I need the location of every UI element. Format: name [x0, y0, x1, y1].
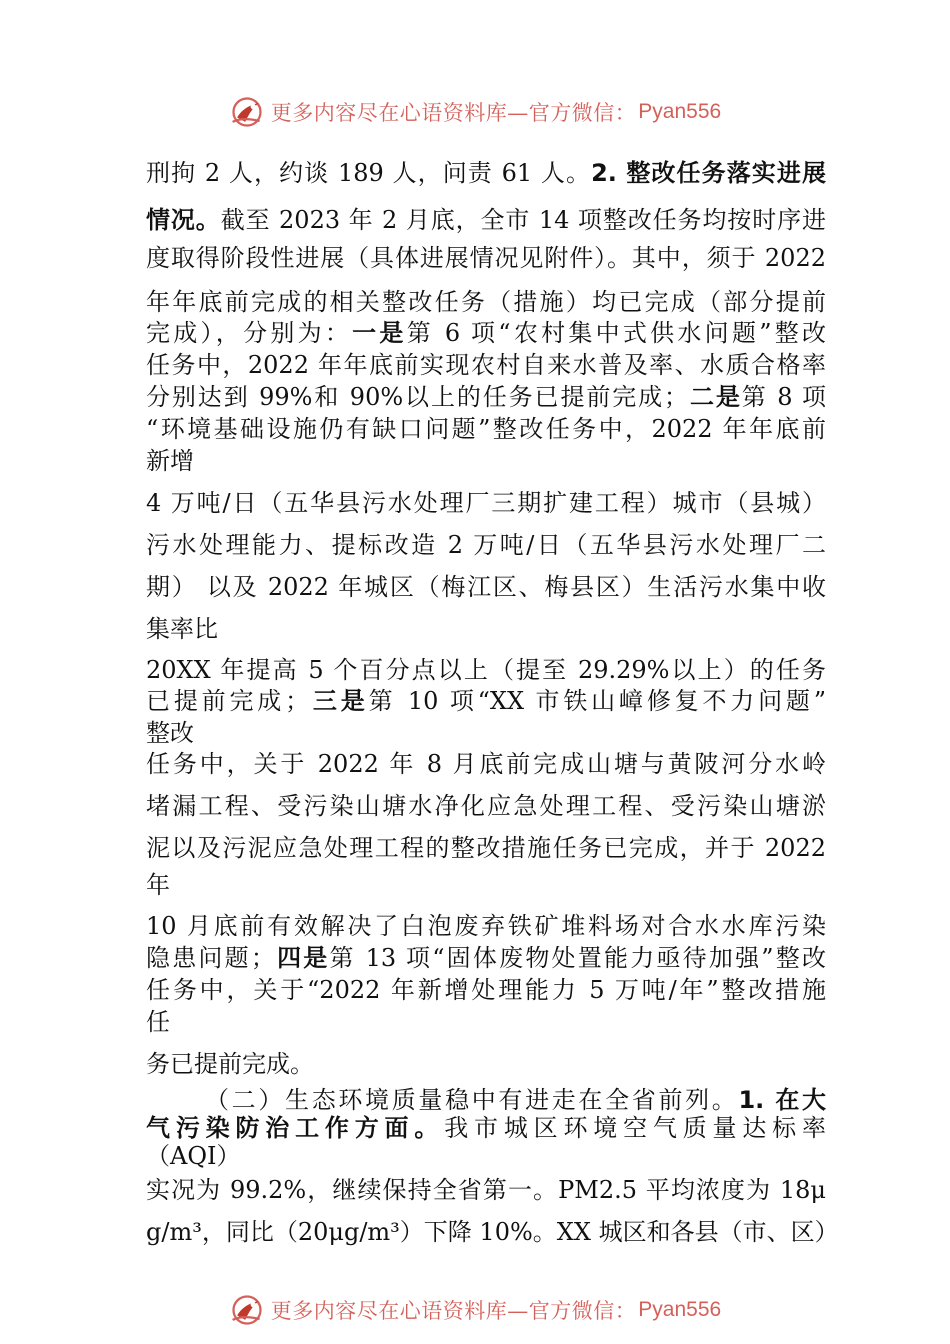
text-segment: 任务中，关于 2022 年 8 月底前完成山塘与黄陂河分水岭	[146, 750, 826, 778]
text-segment: 任务中，关于“2022 年新增处理能力 5 万吨/年”整改措施	[146, 976, 826, 1004]
text-line	[146, 749, 826, 779]
text-line	[146, 1049, 826, 1079]
text-line	[146, 350, 826, 380]
text-line	[146, 382, 826, 412]
text-segment: 污水处理能力、提标改造 2 万吨/日（五华县污水处理厂二	[146, 531, 826, 559]
text-segment: 集率比	[146, 615, 218, 643]
text-line	[146, 1007, 826, 1037]
bold-text-segment: 2. 整改任务落实进展	[591, 159, 826, 187]
text-segment: 期） 以及 2022 年城区（梅江区、梅县区）生活污水集中收	[146, 573, 826, 601]
text-segment: 已提前完成；	[146, 687, 310, 715]
text-line	[146, 833, 826, 863]
text-line	[146, 975, 826, 1005]
text-segment: 20XX 年提高 5 个百分点以上（提至 29.29%以上）的任务	[146, 656, 826, 684]
bold-text-segment: 情况。	[146, 206, 221, 234]
bold-text-segment: 1. 在大	[738, 1086, 827, 1114]
text-segment: 务已提前完成。	[146, 1050, 314, 1078]
text-line	[146, 205, 826, 235]
text-line	[146, 414, 826, 444]
text-line	[146, 1175, 826, 1205]
watermark-text: 更多内容尽在心语资料库—官方微信：	[270, 101, 637, 125]
watermark-header	[0, 92, 950, 132]
bold-text-segment: 四是	[274, 944, 330, 972]
text-line	[146, 158, 826, 188]
text-line	[146, 943, 826, 973]
text-segment: 实况为 99.2%，继续保持全省第一。PM2.5 平均浓度为 18μ	[146, 1176, 826, 1204]
text-segment: 10 月底前有效解决了白泡废弃铁矿堆料场对合水水库污染	[146, 912, 826, 940]
text-line	[146, 1141, 826, 1171]
text-segment: 我市城区环境空气质量达标率	[444, 1114, 827, 1142]
text-line	[146, 1217, 839, 1247]
text-segment: 隐患问题；	[146, 944, 275, 972]
text-segment: 分别达到 99%和 90%以上的任务已提前完成；	[146, 383, 689, 411]
text-segment: （AQI）	[146, 1142, 241, 1170]
text-line	[146, 488, 826, 518]
text-line	[146, 911, 826, 941]
text-segment: 泥以及污泥应急处理工程的整改措施任务已完成，并于 2022	[146, 834, 826, 862]
text-line	[146, 791, 826, 821]
text-line	[146, 446, 826, 476]
text-segment: 年	[146, 871, 170, 899]
text-segment: g/m³，同比（20μg/m³）下降 10%。XX 城区和各县（市、区）	[146, 1218, 839, 1246]
text-segment: 年年底前完成的相关整改任务（措施）均已完成（部分提前	[146, 288, 826, 316]
text-line	[146, 530, 826, 560]
text-segment: 度取得阶段性进展（具体进展情况见附件）。其中，须于 2022	[146, 244, 826, 272]
watermark-text: 更多内容尽在心语资料库—官方微信：	[270, 1299, 637, 1323]
book-logo-icon	[229, 94, 265, 130]
text-line	[146, 287, 826, 317]
text-segment: 第 13 项“固体废物处置能力亟待加强”整改	[329, 944, 826, 972]
text-segment: 截至 2023 年 2 月底，全市 14 项整改任务均按时序进	[220, 206, 826, 234]
text-segment: “环境基础设施仍有缺口问题”整改任务中，2022 年年底前	[146, 415, 826, 443]
text-line	[146, 1113, 826, 1143]
text-line	[146, 718, 826, 748]
bold-text-segment: 二是	[688, 383, 742, 411]
book-logo-icon	[229, 1292, 265, 1328]
text-segment: 堵漏工程、受污染山塘水净化应急处理工程、受污染山塘淤	[146, 792, 826, 820]
text-segment: 第 10 项“XX 市铁山嶂修复不力问题”	[368, 687, 827, 715]
text-line	[146, 614, 826, 644]
bold-text-segment: 气污染防治工作方面。	[146, 1114, 445, 1142]
text-segment: 任	[146, 1008, 170, 1036]
watermark-footer	[0, 1290, 950, 1330]
text-line	[146, 870, 826, 900]
text-line	[146, 243, 826, 273]
text-line	[205, 1085, 826, 1115]
text-segment: 4 万吨/日（五华县污水处理厂三期扩建工程）城市（县城）	[146, 489, 826, 517]
bold-text-segment: 一是	[352, 319, 407, 347]
text-segment: 任务中，2022 年年底前实现农村自来水普及率、水质合格率	[146, 351, 826, 379]
text-segment: 刑拘 2 人，约谈 189 人，问责 61 人。	[146, 159, 592, 187]
watermark-wechat-id: Pyan556	[638, 100, 722, 123]
bold-text-segment: 三是	[309, 687, 369, 715]
text-segment: （二）生态环境质量稳中有进走在全省前列。	[205, 1086, 739, 1114]
text-segment: 新增	[146, 447, 194, 475]
watermark-wechat-id: Pyan556	[638, 1298, 722, 1321]
text-line	[146, 686, 826, 716]
text-line	[146, 655, 826, 685]
text-line	[146, 572, 826, 602]
text-segment: 第 6 项“农村集中式供水问题”整改	[406, 319, 827, 347]
text-segment: 完成），分别为：	[146, 319, 353, 347]
text-line	[146, 318, 826, 348]
text-segment: 整改	[146, 719, 194, 747]
text-segment: 第 8 项	[741, 383, 826, 411]
